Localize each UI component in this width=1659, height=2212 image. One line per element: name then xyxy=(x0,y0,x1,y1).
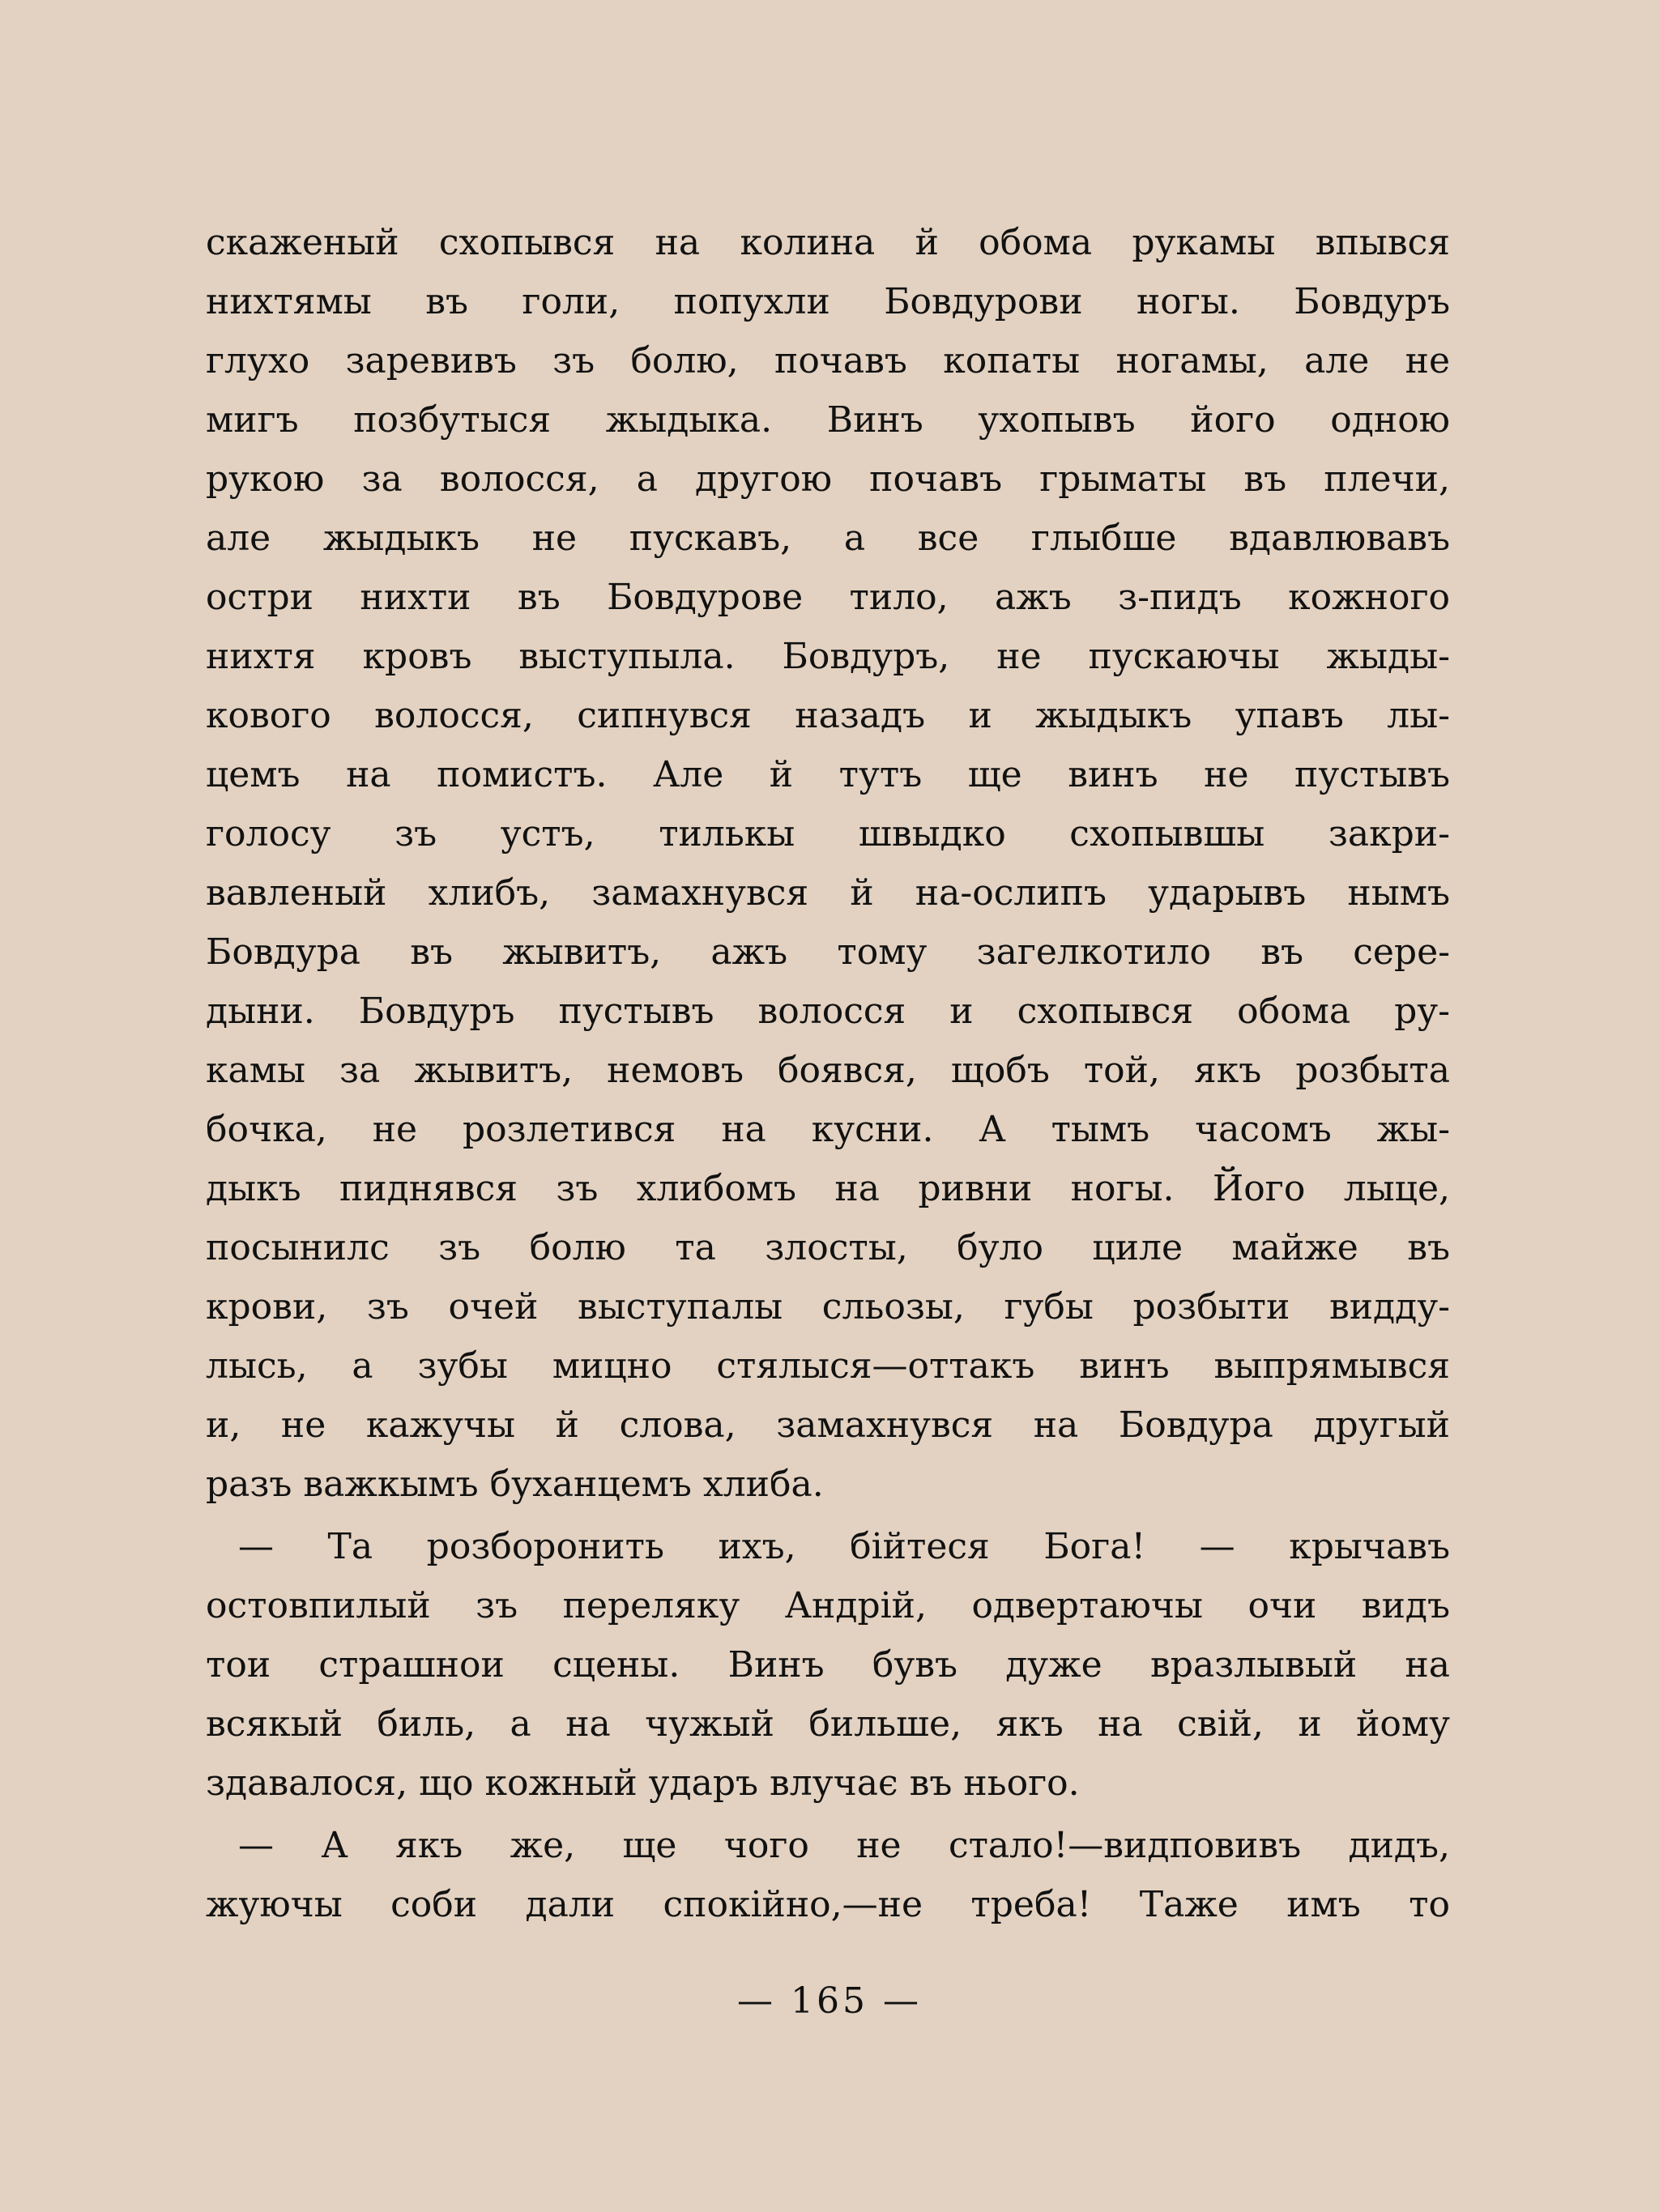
body-text xyxy=(206,213,1450,1934)
text-line: и, не кажучы й слова, замахнувся на Бовдура другый xyxy=(206,1404,1450,1446)
text-line: посынилс зъ болю та злосты, було циле майже въ xyxy=(206,1227,1450,1268)
text-line: мигъ позбутыся жыдыка. Винъ ухопывъ його одною xyxy=(206,399,1450,441)
text-line: дыни. Бовдуръ пустывъ волосся и схопывся обома ру- xyxy=(206,991,1450,1032)
text-line: нихтямы въ голи, попухли Бовдурови ногы. Бовдуръ xyxy=(206,281,1450,322)
text-line: всякый биль, а на чужый бильше, якъ на свій, и йому xyxy=(206,1703,1450,1745)
text-line: рукою за волосся, а другою почавъ грыматы въ плечи, xyxy=(206,458,1450,500)
text-line: глухо заревивъ зъ болю, почавъ копаты ногамы, але не xyxy=(206,340,1450,381)
page-number: — 165 — xyxy=(737,1980,922,2022)
text-line: нихтя кровъ выступыла. Бовдуръ, не пускаючы жыды- xyxy=(206,636,1450,677)
text-line: здавалося, що кожный ударъ влучає въ нього. xyxy=(206,1762,1080,1804)
text-line: крови, зъ очей выступалы сльозы, губы розбыти видду- xyxy=(206,1286,1450,1328)
text-line: цемъ на помистъ. Але й тутъ ще винъ не пустывъ xyxy=(206,754,1450,795)
text-line: остовпилый зъ переляку Андрій, одвертаючы очи видъ xyxy=(206,1585,1450,1626)
text-line: жуючы соби дали спокійно,—не треба! Таже имъ то xyxy=(206,1884,1450,1925)
text-line: тои страшнои сцены. Винъ бувъ дуже вразлывый на xyxy=(206,1644,1450,1686)
text-line: — Та розборонить ихъ, бійтеся Бога! — крычавъ xyxy=(238,1526,1450,1567)
text-line: Бовдура въ жывитъ, ажъ тому загелкотило въ сере- xyxy=(206,931,1450,973)
text-line: дыкъ пиднявся зъ хлибомъ на ривни ногы. Його лыце, xyxy=(206,1168,1450,1209)
text-line: бочка, не розлетився на кусни. А тымъ часомъ жы- xyxy=(206,1109,1450,1150)
text-line: але жыдыкъ не пускавъ, а все глыбше вдавлювавъ xyxy=(206,518,1450,559)
text-line: камы за жывитъ, немовъ боявся, щобъ той, якъ розбыта xyxy=(206,1050,1450,1091)
text-line: лысь, а зубы мицно стялыся—оттакъ винъ выпрямывся xyxy=(206,1345,1450,1387)
text-line: остри нихти въ Бовдурове тило, ажъ з-пидъ кожного xyxy=(206,577,1450,618)
text-line: вавленый хлибъ, замахнувся й на-ослипъ ударывъ нымъ xyxy=(206,872,1450,914)
text-line: — А якъ же, ще чого не стало!—видповивъ дидъ, xyxy=(238,1825,1450,1866)
text-line: голосу зъ устъ, тилькы швыдко схопывшы закри- xyxy=(206,813,1450,855)
text-line: кового волосся, сипнувся назадъ и жыдыкъ упавъ лы- xyxy=(206,695,1450,736)
text-line: разъ важкымъ буханцемъ хлиба. xyxy=(206,1464,824,1505)
text-line: скаженый схопывся на колина й обома рукамы впывся xyxy=(206,222,1450,263)
